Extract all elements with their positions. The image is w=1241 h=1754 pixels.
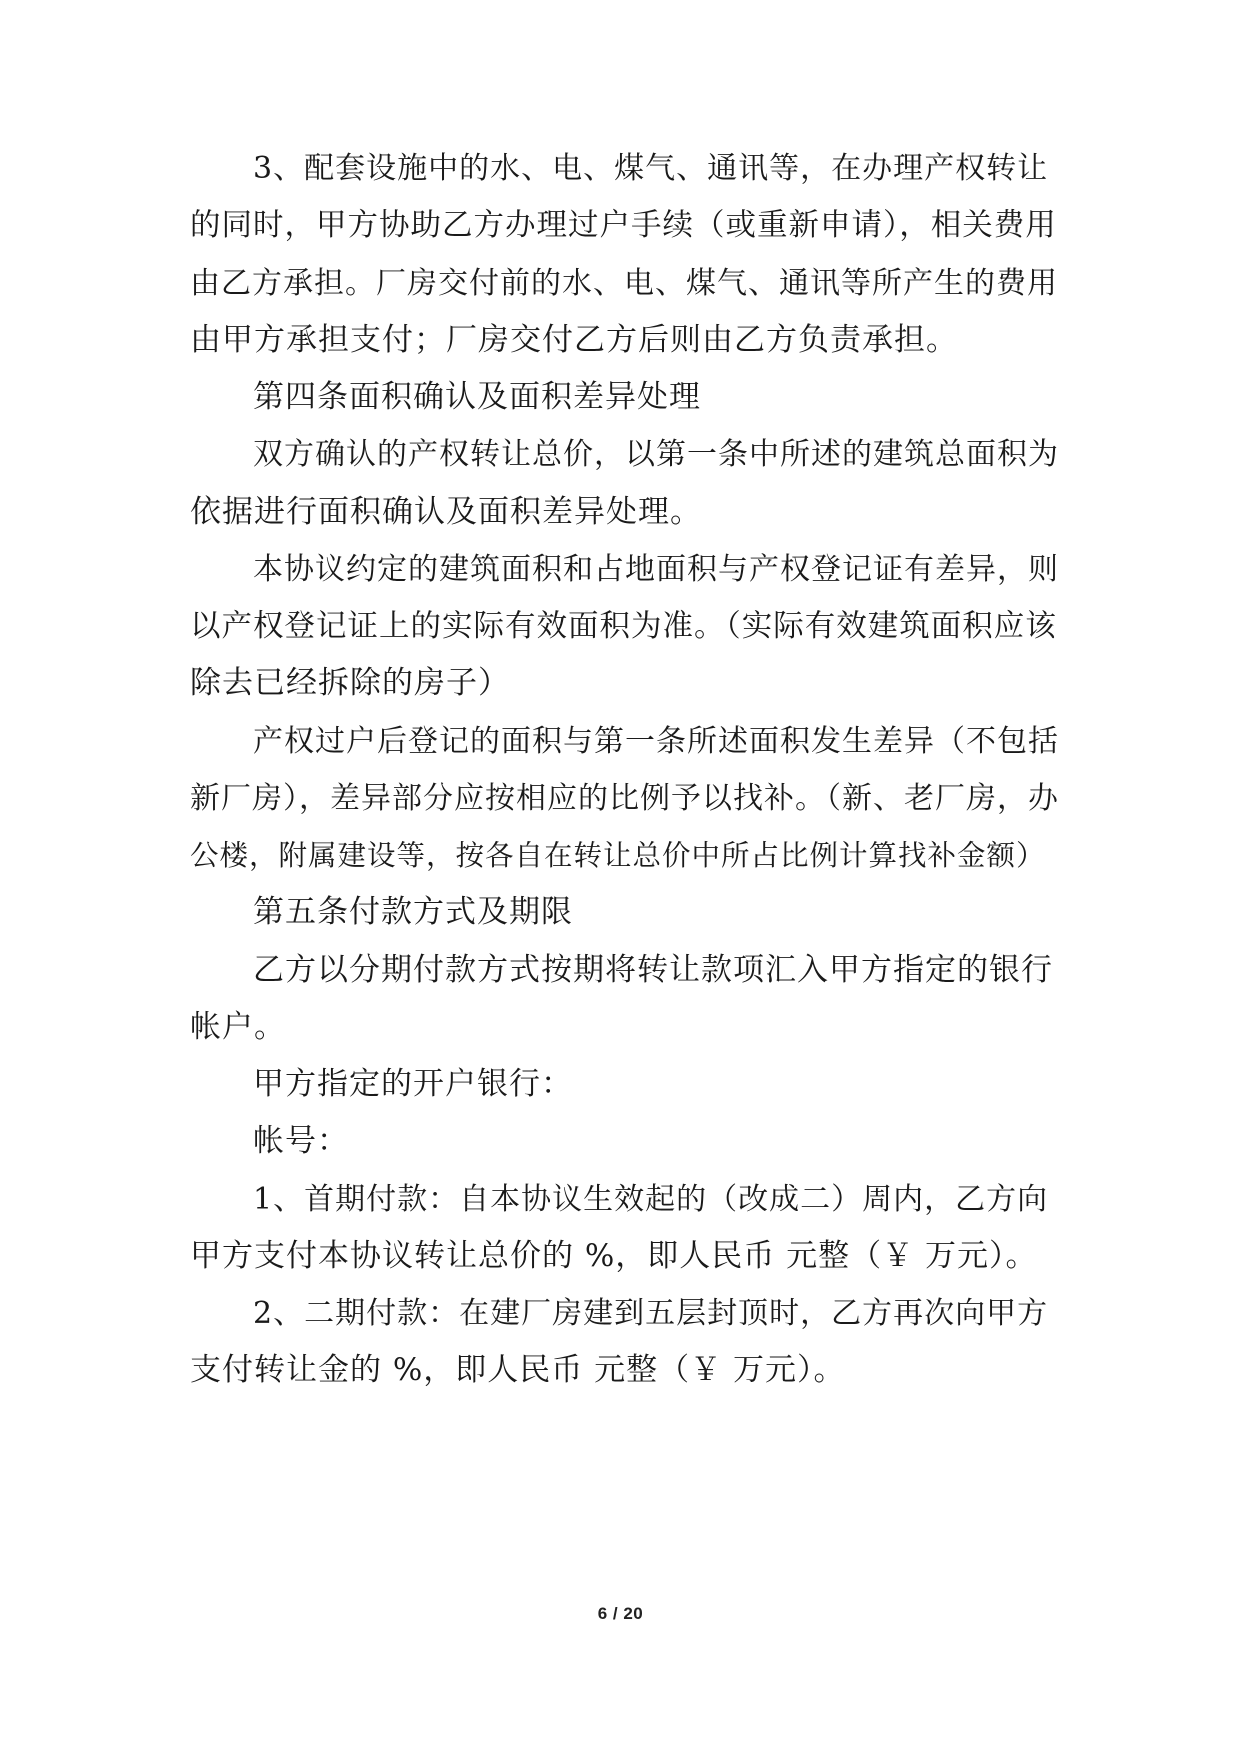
paragraph-line: 除去已经拆除的房子） bbox=[190, 665, 510, 701]
section-heading: 第四条面积确认及面积差异处理 bbox=[253, 379, 701, 415]
paragraph-line: 以产权登记证上的实际有效面积为准。（实际有效建筑面积应该 bbox=[190, 609, 1057, 644]
bank-label: 甲方指定的开户银行： bbox=[253, 1066, 573, 1102]
paragraph-line: 双方确认的产权转让总价，以第一条中所述的建筑总面积为 bbox=[253, 437, 1059, 472]
paragraph-line: 依据进行面积确认及面积差异处理。 bbox=[190, 494, 702, 530]
paragraph-line: 帐户。 bbox=[190, 1009, 286, 1045]
paragraph-line: 产权过户后登记的面积与第一条所述面积发生差异（不包括 bbox=[253, 724, 1059, 759]
paragraph-line: 由乙方承担。厂房交付前的水、电、煤气、通讯等所产生的费用 bbox=[190, 266, 1058, 301]
paragraph-line: 支付转让金的 %，即人民币 元整（￥ 万元）。 bbox=[190, 1352, 846, 1388]
paragraph-line: 2、二期付款：在建厂房建到五层封顶时，乙方再次向甲方 bbox=[253, 1296, 1049, 1331]
paragraph-line: 乙方以分期付款方式按期将转让款项汇入甲方指定的银行 bbox=[253, 952, 1053, 988]
paragraph-line: 3、配套设施中的水、电、煤气、通讯等，在办理产权转让 bbox=[253, 151, 1049, 186]
section-heading: 第五条付款方式及期限 bbox=[253, 894, 573, 930]
paragraph-line: 甲方支付本协议转让总价的 %，即人民币 元整（￥ 万元）。 bbox=[190, 1238, 1038, 1274]
paragraph-line: 1、首期付款：自本协议生效起的（改成二）周内，乙方向 bbox=[253, 1182, 1049, 1217]
paragraph-line: 由甲方承担支付；厂房交付乙方后则由乙方负责承担。 bbox=[190, 322, 958, 358]
paragraph-line: 新厂房），差异部分应按相应的比例予以找补。（新、老厂房，办 bbox=[190, 781, 1059, 816]
paragraph-line: 公楼，附属建设等，按各自在转让总价中所占比例计算找补金额） bbox=[190, 839, 1046, 872]
paragraph-line: 本协议约定的建筑面积和占地面积与产权登记证有差异，则 bbox=[253, 552, 1059, 587]
account-label: 帐号： bbox=[253, 1123, 349, 1159]
paragraph-line: 的同时，甲方协助乙方办理过户手续（或重新申请），相关费用 bbox=[190, 208, 1057, 243]
page-number: 6 / 20 bbox=[597, 1604, 644, 1623]
